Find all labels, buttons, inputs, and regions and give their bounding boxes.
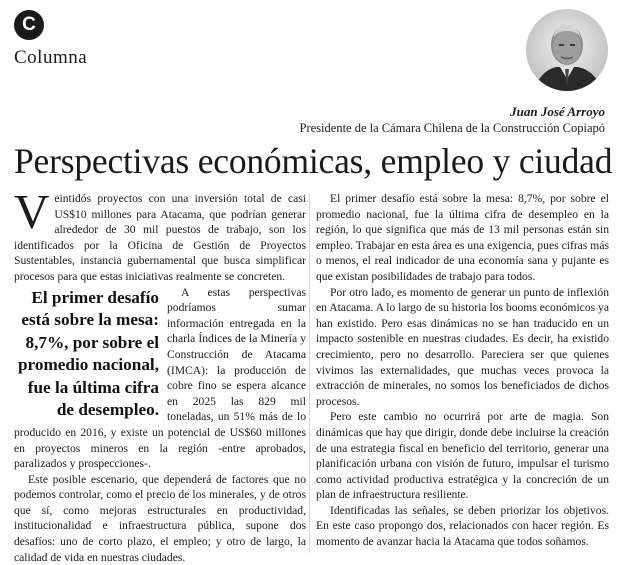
author-portrait [526,9,608,91]
headline: Perspectivas económicas, empleo y ciudad [14,141,613,181]
paragraph-5: Por otro lado, es momento de generar un punto de inflexión en Atacama. A lo largo de su historia los booms económicos ya han existido. Pero esas dinámicas no se han traducido en un impacto sostenible en nuestras ciudades. Es decir, ha existido crecimiento, pero no desarrollo. Pareciera ser que quienes vivimos las externalidades, que muchas veces provoca la extracción de minerales, no somos los beneficiados de dichos procesos. [316,285,609,408]
column-divider [309,193,310,553]
paragraph-4: El primer desafío está sobre la mesa: 8,7%, por sobre el promedio nacional, fue la última cifra de desempleo en la región, lo que significa que más de 13 mil personas están sin empleo. Trabajar en esta área es una exigencia, pues cifras más o menos, el real indicador de una economía sana y pujante es que existan posibilidades de trabajo para todos. [316,192,609,283]
paragraph-1-text: eintidós proyectos con una inversión total de casi US$10 millones para Atacama, que podrían generar alrededor de 30 mil puestos de trabajo, son los identificados por la Oficina de Gestión de Proyectos Sustentables, instancia gubernamental que busca simplificar procesos para que estas iniciativas realmente se concreten. [14,192,306,283]
paragraph-1 [14,184,306,285]
section-label: Columna [14,47,88,68]
article-column-left [14,184,306,565]
author-block [300,104,605,136]
paragraph-2 [14,285,306,472]
column-badge: C [14,10,44,40]
author-name: Juan José Arroyo [510,104,605,119]
author-role: Presidente de la Cámara Chilena de la Construcción Copiapó [299,121,605,135]
paragraph-3: Este posible escenario, que dependerá de factores que no podemos controlar, como el precio de los minerales, y de otros que sí, como mejoras estructurales en productividad, institucionalidad e infraestructura pública, supone dos desafíos: uno de corto plazo, el empleo; y otro de largo, la calidad de vida en nuestras ciudades. [14,472,306,564]
article-column-right [316,191,609,550]
pull-quote: El primer desafío está sobre la mesa: 8,7%, por sobre el promedio nacional, fue la última cifra de desempleo. [17,287,159,420]
paragraph-2-text: A estas perspectivas podríamos sumar información entregada en la charla Índices de la Minería y Construcción de Atacama (IMCA): la producción de cobre fino se espera alcance en 2025 las 829 mil toneladas, un 51% más de lo producido en 2016, y existe un potencial de US$60 millones en proyectos mineros en la región -entre aprobados, paralizados y prospecciones-. [14,285,306,471]
paragraph-7: Identificadas las señales, se deben priorizar los objetivos. En este caso propongo dos, relacionados con hacer región. Es momento de avanzar hacia la Atacama que todos soñamos. [316,503,609,549]
paragraph-6: Pero este cambio no ocurrirá por arte de magia. Son dinámicas que hay que dirigir, donde debe incluirse la creación de una estrategia fiscal en beneficio del territorio, generar una planificación urbana con visión de futuro, impulsar el turismo como actividad productiva estratégica y la concreción de un plan de infraestructura resiliente. [316,410,609,502]
drop-cap: V [14,184,50,239]
